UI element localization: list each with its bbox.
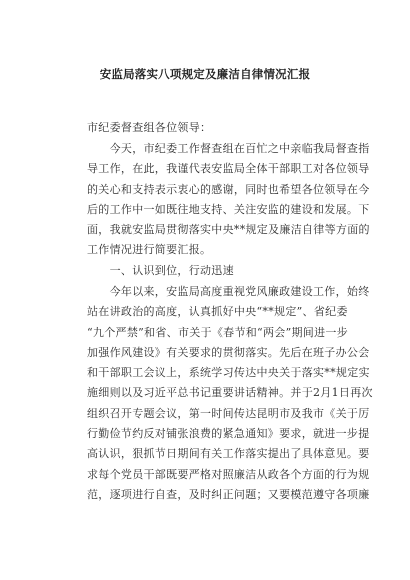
paragraph-line: 施细则以及习近平总书记重要讲话精神。并于2月1日再次 — [87, 386, 373, 400]
salutation-line: 市纪委督查组各位领导： — [87, 121, 212, 134]
paragraph-line: 后的工作中一如既往地支持、关注安监的建设和发展。下 — [87, 202, 370, 216]
paragraph-line: 面，我就安监局贯彻落实中央**规定及廉洁自律等方面的 — [87, 223, 370, 237]
document-title: 安监局落实八项规定及廉洁自律情况汇报 — [99, 67, 311, 81]
paragraph-body — [87, 282, 373, 505]
paragraph-line: 导工作，在此，我谨代表安监局全体干部职工对各位领导 — [87, 162, 370, 176]
paragraph-line: 范，逐项进行自查，及时纠正问题；又要模范遵守各项廉 — [87, 487, 370, 501]
salutation — [87, 118, 337, 138]
paragraph-line: 求每个党员干部既要严格对照廉洁从政各个方面的行为规 — [87, 467, 370, 481]
paragraph-line: “九个严禁”和省、市关于《春节和“两会”期间进一步 — [87, 325, 348, 339]
paragraph-line: 的关心和支持表示衷心的感谢，同时也希望各位领导在今 — [87, 182, 370, 196]
paragraph-line: 高认识，狠抓节日期间有关工作落实提出了具体意见。要 — [87, 447, 370, 461]
paragraph-line: 今年以来，安监局高度重视党风廉政建设工作，始终 — [87, 285, 370, 298]
paragraph-line: 工作情况进行简要汇报。 — [87, 243, 212, 257]
section-heading — [87, 261, 337, 281]
paragraph-line: 和干部职工会议上，系统学习传达中央关于落实**规定实 — [87, 366, 370, 380]
paragraph-line: 行勤俭节约反对铺张浪费的紧急通知》要求，就进一步提 — [87, 427, 370, 441]
section-heading-line: 一、认识到位，行动迅速 — [87, 264, 234, 277]
paragraph-line: 加强作风建设》有关要求的贯彻落实。先后在班子办公会 — [87, 345, 370, 359]
paragraph-line: 站在讲政治的高度，认真抓好中央“**规定”、省纪委 — [87, 305, 348, 319]
paragraph-intro — [87, 139, 370, 261]
paragraph-line: 今天，市纪委工作督查组在百忙之中亲临我局督查指 — [87, 142, 370, 155]
paragraph-line: 组织召开专题会议，第一时间传达昆明市及我市《关于厉 — [87, 406, 370, 420]
